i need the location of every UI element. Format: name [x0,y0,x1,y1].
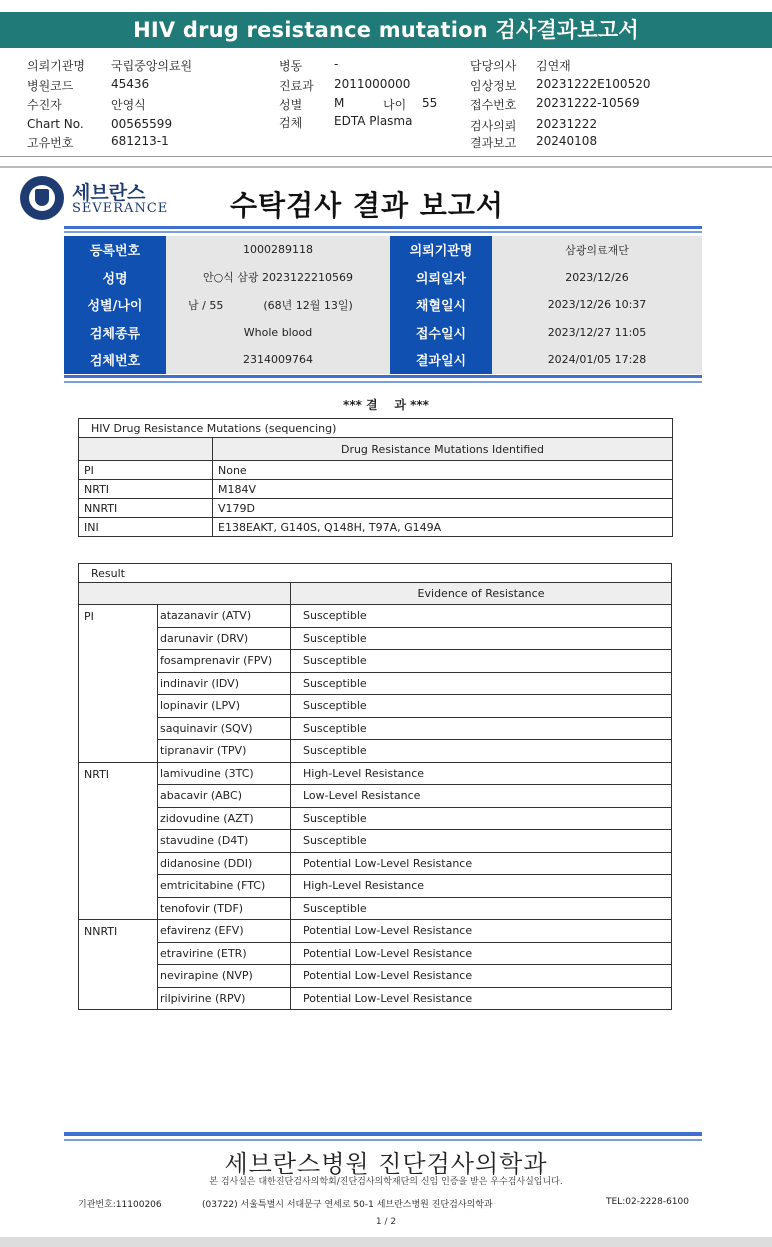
resistance-evidence: Potential Low-Level Resistance [291,920,672,943]
drug-name: efavirenz (EFV) [158,920,291,943]
header-value: 20240108 [536,134,598,148]
mutation-class: NNRTI [79,499,213,518]
header-key: 임상정보 [470,79,517,93]
header-value: 안영식 [111,98,146,112]
report-title-bar: HIV drug resistance mutation 검사결과보고서 [0,12,772,48]
logo-english-text: SEVERANCE [72,201,169,216]
registration-label: 성별/나이 [64,291,166,319]
header-age-value: 55 [422,96,438,110]
drug-name: rilpivirine (RPV) [158,987,291,1010]
registration-row [64,319,702,347]
header-value: - [334,57,339,71]
bottom-strip [0,1237,772,1247]
result-row [79,897,672,920]
mutation-class: PI [79,461,213,480]
header-key: 병동 [279,59,303,73]
result-row [79,920,672,943]
drug-name: lamivudine (3TC) [158,762,291,785]
registration-label: 성명 [64,264,166,292]
registration-value: 2023/12/27 11:05 [492,319,702,347]
drug-name: stavudine (D4T) [158,830,291,853]
mutation-row [79,518,673,537]
mutation-row [79,499,673,518]
registration-value: 2023/12/26 [492,264,702,292]
resistance-evidence: Low-Level Resistance [291,785,672,808]
result-row [79,695,672,718]
result-column-header: Evidence of Resistance [291,583,672,605]
mid-rule [64,375,702,378]
registration-row [64,264,702,292]
drug-class: NRTI [79,762,158,920]
report-title: 수탁검사 결과 보고서 [230,189,504,222]
mutation-class: INI [79,518,213,537]
result-row [79,717,672,740]
header-key: 결과보고 [470,136,517,150]
registration-label: 접수일시 [390,319,492,347]
header-key: 병원코드 [27,79,74,93]
top-rule-thin [64,231,702,233]
result-row [79,965,672,988]
header-value: 국립중앙의료원 [111,59,193,73]
drug-name: zidovudine (AZT) [158,807,291,830]
page-number: 1 / 2 [375,1217,397,1227]
header-value: 20231222 [536,117,598,131]
drug-class: PI [79,605,158,763]
header-age-key: 나이 [383,98,407,112]
mutation-row [79,480,673,499]
footer-accreditation-note: 본 검사실은 대한진단검사의학회/진단검사의학재단의 신임 인증을 받은 우수검사실입니다. [209,1177,563,1187]
registration-label: 등록번호 [64,236,166,264]
drug-name: emtricitabine (FTC) [158,875,291,898]
resistance-evidence: Potential Low-Level Resistance [291,987,672,1010]
registration-label: 검체종류 [64,319,166,347]
drug-name: nevirapine (NVP) [158,965,291,988]
registration-row [64,236,702,264]
result-row [79,875,672,898]
registration-value: Whole blood [166,319,390,347]
results-heading: *** 결 과 *** [343,398,429,412]
drug-name: indinavir (IDV) [158,672,291,695]
header-value: 20231222-10569 [536,96,640,110]
mutations-column-header: Drug Resistance Mutations Identified [213,438,673,461]
birth-date-value: (68년 12월 13일) [263,298,353,312]
resistance-evidence: Susceptible [291,740,672,763]
header-key: 접수번호 [470,98,517,112]
registration-row [64,291,702,319]
mutation-value: None [213,461,673,480]
result-row [79,650,672,673]
severance-seal-icon [20,176,64,220]
registration-value: 안○식 삼광 2023122210569 [166,264,390,292]
mutation-row [79,461,673,480]
result-header-blank [79,583,291,605]
mutation-value: M184V [213,480,673,499]
drug-name: tenofovir (TDF) [158,897,291,920]
resistance-evidence: Susceptible [291,897,672,920]
mutations-header-blank [79,438,213,461]
registration-label: 채혈일시 [390,291,492,319]
result-row [79,740,672,763]
registration-label: 의뢰일자 [390,264,492,292]
registration-value: 2314009764 [166,346,390,374]
header-key: 고유번호 [27,136,74,150]
drug-name: lopinavir (LPV) [158,695,291,718]
mutation-value: E138EAKT, G140S, Q148H, T97A, G149A [213,518,673,537]
mid-rule-thin [64,381,702,383]
resistance-evidence: Potential Low-Level Resistance [291,852,672,875]
registration-value: 2023/12/26 10:37 [492,291,702,319]
header-key: 성별 [279,98,303,112]
drug-name: etravirine (ETR) [158,942,291,965]
drug-name: fosamprenavir (FPV) [158,650,291,673]
result-row [79,627,672,650]
registration-value: 2024/01/05 17:28 [492,346,702,374]
result-header-row [79,583,672,605]
header-key: 담당의사 [470,59,517,73]
result-row [79,942,672,965]
severance-logo [20,176,169,222]
registration-table [64,236,702,374]
mutations-header-row [79,438,673,461]
drug-name: saquinavir (SQV) [158,717,291,740]
top-rule [64,226,702,229]
header-key: 의뢰기관명 [27,59,85,73]
resistance-evidence: Susceptible [291,717,672,740]
result-row [79,852,672,875]
header-value: EDTA Plasma [334,114,413,128]
drug-class: NNRTI [79,920,158,1010]
registration-value: 삼광의료재단 [492,236,702,264]
result-caption: Result [79,564,672,583]
resistance-evidence: Susceptible [291,627,672,650]
header-key: Chart No. [27,117,84,131]
drug-name: darunavir (DRV) [158,627,291,650]
mutations-caption: HIV Drug Resistance Mutations (sequencing) [79,419,673,438]
result-table [78,563,672,1010]
header-value: 00565599 [111,117,173,131]
header-value: 681213-1 [111,134,169,148]
header-key: 진료과 [279,79,314,93]
drug-name: tipranavir (TPV) [158,740,291,763]
drug-name: didanosine (DDI) [158,852,291,875]
mutations-table [78,418,673,537]
mutation-class: NRTI [79,480,213,499]
header-key: 검체 [279,116,303,130]
registration-row [64,346,702,374]
footer-department-name: 세브란스병원 진단검사의학과 [224,1150,548,1178]
header-key: 검사의뢰 [470,119,517,133]
registration-label: 검체번호 [64,346,166,374]
mutations-caption-row [79,419,673,438]
header-value: M [334,96,345,110]
footer-rule-thin [64,1139,702,1141]
resistance-evidence: Susceptible [291,830,672,853]
header-value: 김연재 [536,59,571,73]
drug-name: abacavir (ABC) [158,785,291,808]
page-break-band [0,166,772,168]
result-row [79,830,672,853]
resistance-evidence: Susceptible [291,672,672,695]
footer-address: (03722) 서울특별시 서대문구 연세로 50-1 세브란스병원 진단검사의학과 [202,1200,493,1210]
footer-rule [64,1132,702,1136]
resistance-evidence: Potential Low-Level Resistance [291,942,672,965]
result-row [79,785,672,808]
resistance-evidence: Susceptible [291,650,672,673]
footer-org-number: 기관번호:11100206 [78,1200,162,1210]
drug-name: atazanavir (ATV) [158,605,291,628]
resistance-evidence: Potential Low-Level Resistance [291,965,672,988]
logo-korean-text: 세브란스 [72,182,146,204]
footer-telephone: TEL:02-2228-6100 [606,1197,689,1207]
header-value: 45436 [111,77,150,91]
header-value: 20231222E100520 [536,77,651,91]
result-row [79,605,672,628]
header-key: 수진자 [27,98,62,112]
header-value: 2011000000 [334,77,411,91]
result-row [79,987,672,1010]
resistance-evidence: High-Level Resistance [291,875,672,898]
resistance-evidence: Susceptible [291,695,672,718]
registration-label: 의뢰기관명 [390,236,492,264]
result-caption-row [79,564,672,583]
mutation-value: V179D [213,499,673,518]
registration-value [166,291,390,319]
sex-age-value: 남 / 55 [188,298,224,312]
header-divider [0,156,772,157]
result-row [79,807,672,830]
registration-label: 결과일시 [390,346,492,374]
resistance-evidence: Susceptible [291,807,672,830]
resistance-evidence: Susceptible [291,605,672,628]
result-row [79,672,672,695]
registration-value: 1000289118 [166,236,390,264]
result-row [79,762,672,785]
resistance-evidence: High-Level Resistance [291,762,672,785]
